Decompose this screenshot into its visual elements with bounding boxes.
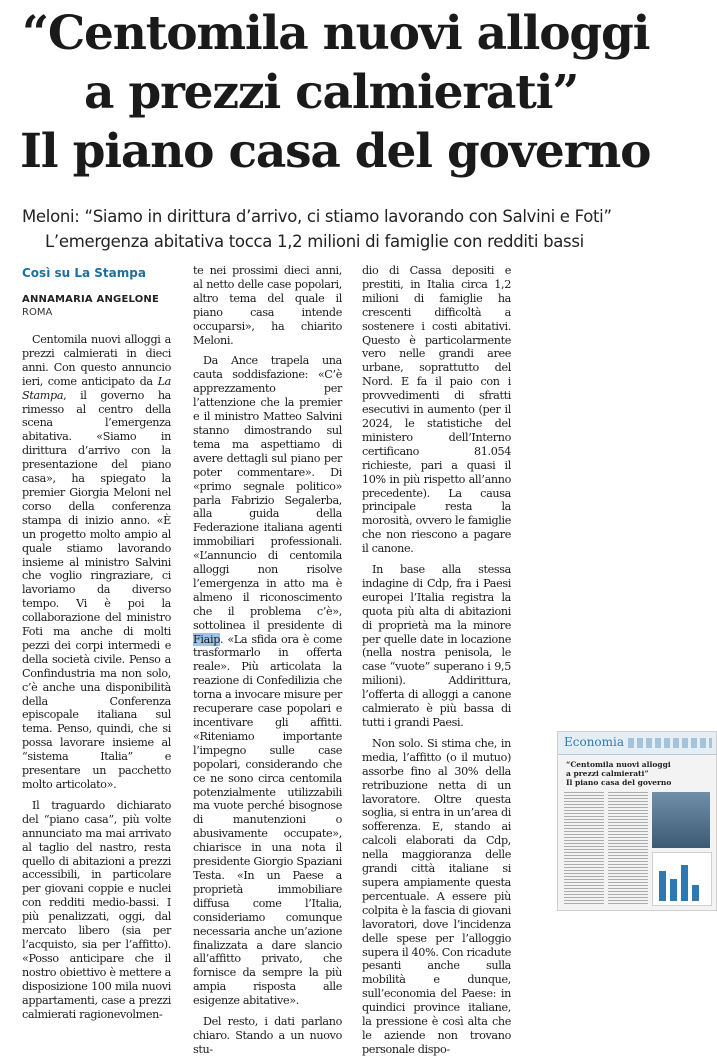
paragraph	[193, 354, 342, 1008]
paragraph: In base alla stessa indagine di Cdp, fra i Paesi europei l’Italia registra la quota più alta di abitazioni di proprietà ma la minore per quelle date in locazione (nella nostra penisola, le case “vuote” superano i 9,5 milioni). Addirittura, l’offerta di alloggi a canone calmierato è più bassa di tutti i grandi Paesi.	[362, 563, 511, 729]
headline-line-3: Il piano casa del governo	[20, 124, 651, 179]
thumbnail-section-title: Economia	[564, 735, 625, 749]
text-run: , il governo ha rimesso al centro della scena l’emergenza abitativa. «Siamo in dirittura d’arrivo con la presentazione del piano casa», ha spiegato la premier Giorgia Meloni nel corso della conferenza stampa di inizio anno. «È un progetto molto ampio al quale stiamo lavorando insieme al ministro Salvini che voglio ringraziare, ci lavoriamo da diverso tempo. Vi è poi la collaborazione del ministro Foti ma anche di molti pezzi dei corpi intermedi e della società civile. Penso a Confindustria ma non solo, c’è anche una disponibilità della Conferenza episcopale italiana sul tema. Penso, quindi, che si possa lavorare insieme al “sistema Italia” e presentare un pacchetto molto articolato».	[22, 388, 171, 791]
paragraph: te nei prossimi dieci anni, al netto delle case popolari, altro tema del quale il piano casa intende occuparsi», ha chiarito Meloni.	[193, 264, 342, 347]
thumbnail-text-column	[564, 792, 604, 904]
thumbnail-headline	[566, 760, 706, 787]
thumbnail-headline-line-3: Il piano casa del governo	[566, 778, 672, 787]
thumbnail-headline-line-2: a prezzi calmierati”	[566, 769, 649, 778]
thumbnail-chart-bar	[681, 865, 688, 901]
page-thumbnail[interactable]	[557, 731, 717, 911]
thumbnail-photo	[652, 792, 710, 848]
article-column-1	[22, 333, 171, 1021]
article-column-3	[362, 264, 511, 1056]
paragraph	[22, 333, 171, 792]
text-run: Centomila nuovi alloggi a prezzi calmierati in dieci anni. Con questo annuncio ieri, come anticipato da	[22, 333, 171, 388]
author-byline: ANNAMARIA ANGELONE	[22, 294, 160, 305]
thumbnail-headline-line-1: “Centomila nuovi alloggi	[566, 760, 671, 769]
subtitle-line-2: L’emergenza abitativa tocca 1,2 milioni di famiglie con redditi bassi	[45, 232, 584, 251]
thumbnail-text-column	[608, 792, 648, 904]
highlighted-word: Fiaip	[193, 632, 220, 646]
section-label: Così su La Stampa	[22, 266, 146, 280]
text-run: . «La sfida ora è come trasformarlo in offerta reale». Più articolata la reazione di Confedilizia che torna a invocare misure per recuperare case popolari e incentivare gli affitti. «Riteniamo importante l’impegno sulle case popolari, considerando che ce ne sono circa centomila potenzialmente utilizzabili ma vuote perché bisognose di manutenzioni o abusivamente occupate», chiarisce in una nota il presidente Giorgio Spaziani Testa. «In un Paese a proprietà immobiliare diffusa come l’Italia, consideriamo comunque necessaria anche un’azione finalizzata a dare slancio all’affitto privato, che fornisce da sempre la più ampia risposta alle esigenze abitative».	[193, 632, 342, 1008]
paragraph: Del resto, i dati parlano chiaro. Stando a un nuovo stu-	[193, 1015, 342, 1056]
dateline-location: ROMA	[22, 307, 53, 318]
subtitle-line-1: Meloni: “Siamo in dirittura d’arrivo, ci stiamo lavorando con Salvini e Foti”	[22, 207, 612, 226]
paragraph: dio di Cassa depositi e prestiti, in Italia circa 1,2 milioni di famiglie ha crescenti difficoltà a sostenere i costi abitativi. Questo è particolarmente vero nelle grandi aree urbane, soprattutto del Nord. E fa il paio con i provvedimenti di sfratti esecutivi in aumento (per il 2024, le statistiche del ministero dell’Interno certificano 81.054 richieste, pari a quasi il 10% in più rispetto all’anno precedente). La causa principale resta la morosità, ovvero le famiglie che non riescono a pagare il canone.	[362, 264, 511, 556]
paragraph: Il traguardo dichiarato del “piano casa”, più volte annunciato ma mai arrivato al taglio del nastro, resta quello di abitazioni a prezzi accessibili, in particolare per giovani coppie e nuclei con redditi medio-bassi. I più penalizzati, oggi, dal mercato libero (sia per l’acquisto, sia per l’affitto). «Posso anticipare che il nostro obiettivo è mettere a disposizione 100 mila nuovi appartamenti, case a prezzi calmierati ragionevolmen-	[22, 798, 171, 1021]
thumbnail-chart-bar	[692, 885, 699, 901]
article-column-2	[193, 264, 342, 1056]
newspaper-name: La Stampa	[22, 374, 171, 402]
thumbnail-chart	[652, 852, 712, 906]
thumbnail-chart-bar	[659, 871, 666, 901]
text-run: Da Ance trapela una cauta soddisfazione: «C’è apprezzamento per l’attenzione che la premier e il ministro Matteo Salvini stanno dimostrando sul tema ma aspettiamo di avere dettagli sul piano per poter commentare». Di «primo segnale politico» parla Fabrizio Segalerba, alla guida della Federazione italiana agenti immobiliari professionali. «L’annuncio di centomila alloggi non risolve l’emergenza in atto ma è almeno il riconoscimento che il problema c’è», sottolinea il presidente di	[193, 354, 342, 632]
thumbnail-header-graphic	[628, 738, 712, 748]
headline-line-1: “Centomila nuovi alloggi	[22, 6, 650, 61]
paragraph: Non solo. Si stima che, in media, l’affitto (o il mutuo) assorbe fino al 30% della retribuzione netta di un lavoratore. Oltre questa soglia, si entra in un’area di sofferenza. E, stando ai calcoli elaborati da Cdp, nella maggioranza delle grandi città italiane si supera ampiamente questa percentuale. A essere più colpita è la fascia di giovani lavoratori, dove l’incidenza delle spese per l’alloggio supera il 40%. Con ricadute pesanti anche sulla mobilità e dunque, sull’economia del Paese: in quindici province italiane, la pressione è così alta che le aziende non trovano personale dispo-	[362, 736, 511, 1056]
thumbnail-chart-bar	[670, 879, 677, 901]
headline-line-2: a prezzi calmierati”	[84, 65, 579, 120]
headline	[0, 4, 716, 181]
subtitle	[0, 204, 716, 254]
